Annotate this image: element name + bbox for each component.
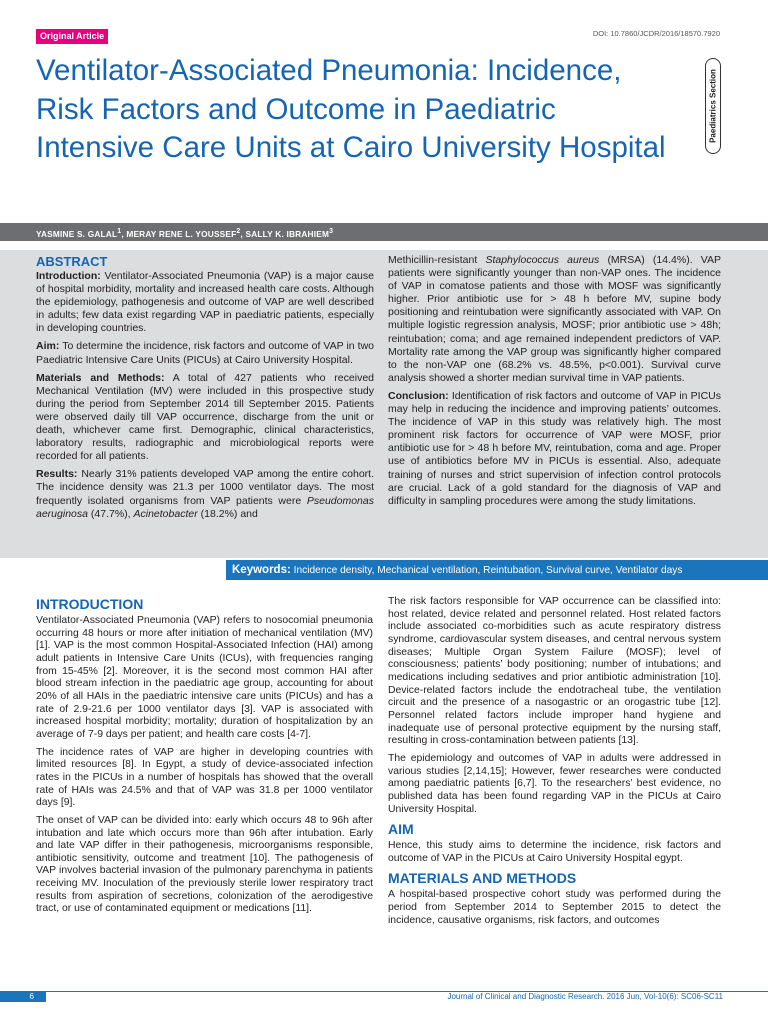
body-paragraph: The incidence rates of VAP are higher in developing countries with limited resources [8]. In Egypt, a study of device-associated infection rates in the PICUs in a number of hospitals has showed that the overall rate of HAIs was 24.5% and that of VAP was 31.8 per 1000 ventilator days [9].	[36, 746, 373, 809]
author-affiliation-marker: 3	[329, 228, 334, 235]
abstract-results	[36, 468, 374, 520]
abstract-text: Nearly 31% patients developed VAP among the entire cohort. The incidence density was 21.3 per 1000 ventilator days. The most frequently isolated organisms from VAP patients were	[36, 468, 374, 507]
abstract-methods	[36, 372, 374, 464]
keywords-text: Incidence density, Mechanical ventilation, Reintubation, Survival curve, Ventilator days	[293, 565, 683, 576]
author-name: SALLY K. IBRAHIEM	[245, 228, 330, 239]
organism-name: Staphylococcus aureus	[485, 254, 600, 266]
abstract-text: (MRSA) (14.4%). VAP patients were significantly younger than non-VAP ones. The incidence of VAP in comatose patients and those with MOSF was significantly higher. Prior antibiotic use for > 48 h before MV, supine body positioning and reintubation were significantly associated with VAP. On multiple logistic regression analysis, MOSF; prior antibiotic use > 48h; reintubation; coma; and age remained independent predictors of VAP. Mortality rate among the VAP group was significantly higher compared to the non-VAP one (68.2% vs. 48.5%, p<0.001). Survival curve analysis showed a shorter median survival time in VAP patients.	[388, 254, 722, 384]
section-heading-introduction: INTRODUCTION	[36, 596, 144, 612]
organism-name: Pseudomonas aeruginosa	[36, 494, 374, 520]
section-heading-methods: MATERIALS AND METHODS	[388, 870, 577, 887]
abstract-introduction	[36, 270, 374, 335]
section-label: Paediatrics Section	[708, 69, 718, 143]
section-heading-aim: AIM	[388, 821, 414, 838]
organism-name: Acinetobacter	[133, 507, 198, 520]
abstract-label: Materials and Methods:	[36, 371, 165, 384]
abstract-label: Results:	[36, 468, 78, 481]
abstract-text: A total of 427 patients who received Mechanical Ventilation (MV) were included in this prospective study during the period from September 2014 till September 2015. Patients were observed daily till VAP occurrence, discharge from the unit or death, whichever came first. Demographic, clinical characteristics, laboratory results, radiographic and microbiological reports were recorded for all patients.	[36, 371, 374, 463]
abstract-text: Ventilator-Associated Pneumonia (VAP) is a major cause of hospital morbidity, mortality and increased health care costs. Although the epidemiology, pathogenesis and outcome of VAP are well described in adults; few data exist regarding VAP in paediatric patients, especially in developing countries.	[36, 270, 374, 335]
article-type-badge: Original Article	[36, 29, 108, 44]
body-paragraph: The onset of VAP can be divided into: early which occurs 48 to 96h after intubation and late which occurs more than 96h after intubation. Early and late VAP differ in their pathogenesis, microorganisms responsible, antibiotic sensitivity, outcome and treatment [10]. The pathogenesis of VAP involves bacterial invasion of the pulmonary parenchyma in patients receiving MV. Inoculation of the previously sterile lower respiratory tract results from aspiration of secretions, colonization of the aerodigestive tract, or use of contaminated equipment or medications [11].	[36, 814, 373, 915]
abstract-column-left	[36, 254, 374, 526]
abstract-label: Aim:	[36, 340, 60, 353]
abstract-text: (47.7%),	[90, 507, 131, 520]
page-number: 6	[0, 992, 46, 1002]
authors-bar	[0, 223, 768, 241]
body-column-right	[388, 596, 721, 932]
body-paragraph: Hence, this study aims to determine the incidence, risk factors and outcome of VAP in the PICUs at Cairo University Hospital egypt.	[388, 840, 721, 864]
abstract-column-right	[388, 254, 721, 513]
author-separator: ,	[240, 228, 246, 239]
article-title: Ventilator-Associated Pneumonia: Incidence, Risk Factors and Outcome in Paediatric Intensive Care Units at Cairo University Hospital	[36, 54, 666, 164]
section-tab	[705, 58, 721, 154]
body-paragraph: A hospital-based prospective cohort study was performed during the period from September 2014 to September 2015 to detect the incidence, causative organisms, risk factors, and outcomes	[388, 889, 721, 926]
body-paragraph: Ventilator-Associated Pneumonia (VAP) refers to nosocomial pneumonia occurring 48 hours or more after initiation of mechanical ventilation (MV) [1]. VAP is the most common Hospital-Associated Infection (HAI) among adult patients in Intensive Care Units (ICUs), with frequencies ranging from 15-45% [2]. Moreover, it is the second most common HAI after blood stream infection in the paediatric age group, accounting for about 20% of all HAIs in the paediatric intensive care units (PICUs) and has a rate of 2.9-21.6 per 1000 ventilator days [3]. VAP is associated with increased hospital morbidity; mortality; duration of hospitalization by an average of 7-9 days per patient; and health care costs [4-7].	[36, 615, 373, 740]
abstract-box	[0, 250, 768, 558]
abstract-conclusion	[388, 390, 721, 508]
keywords-bar	[226, 560, 768, 580]
abstract-text: Methicillin-resistant	[388, 254, 478, 266]
author-affiliation-marker: 2	[236, 228, 241, 235]
body-paragraph: The epidemiology and outcomes of VAP in adults were addressed in various studies [2,14,15]; However, fewer researches were conducted among paediatric patients [6,7]. To the researchers’ best evidence, no published data has been found regarding VAP in the PICUs at Cairo University Hospital.	[388, 752, 721, 815]
keywords-label: Keywords:	[232, 564, 291, 576]
journal-citation: Journal of Clinical and Diagnostic Research. 2016 Jun, Vol-10(6): SC06-SC11	[447, 992, 723, 1001]
doi-link[interactable]: DOI: 10.7860/JCDR/2016/18570.7920	[592, 29, 720, 38]
abstract-results-continued	[388, 254, 721, 385]
abstract-label: Conclusion:	[388, 389, 449, 402]
body-column-left	[36, 596, 373, 921]
author-name: YASMINE S. GALAL	[36, 228, 118, 239]
author-list	[36, 223, 333, 243]
author-affiliation-marker: 1	[117, 228, 122, 235]
author-name: MERAY RENE L. YOUSSEF	[126, 228, 237, 239]
abstract-text: To determine the incidence, risk factors and outcome of VAP in two Paediatric Intensive Care Units (PICUs) at Cairo University Hospital.	[36, 340, 374, 366]
abstract-heading: ABSTRACT	[36, 254, 108, 269]
abstract-text: Identification of risk factors and outcome of VAP in PICUs may help in reducing the incidence and improving patients’ outcomes. The incidence of VAP in this study was relatively high. The most prominent risk factors for occurrence of VAP were MOSF, prior antibiotic use for > 48 h before MV, reintubation, coma and age. Proper use of antibiotics before MV in PICUs is essential. Also, adequate training of nurses and strict supervision of infection control protocols are crucial. Lack of a gold standard for the diagnosis of VAP and difficulty in sampling procedures were among the study limitations.	[388, 389, 721, 507]
abstract-text: (18.2%) and	[200, 507, 258, 520]
body-paragraph: The risk factors responsible for VAP occurrence can be classified into: host related, device related and personnel related. Host related factors include associated co-morbidities such as acute respiratory distress syndrome, cardiovascular system diseases, and central nervous system diseases; Multiple Organ System Failure (MOSF); level of consciousness; patients’ body positioning; number of intubations; and medications including sedatives and prior antibiotic administration [10]. Device-related factors include the endotracheal tube, the ventilation circuit and the presence of a nasogastric or an orogastric tube [12]. Personnel related factors include improper hand hygiene and inadequate use of personal protective equipment by the nursing staff, resulting in cross-contamination between patients [13].	[388, 596, 721, 747]
abstract-label: Introduction:	[36, 270, 101, 282]
author-separator: ,	[121, 228, 127, 239]
abstract-aim	[36, 340, 374, 366]
